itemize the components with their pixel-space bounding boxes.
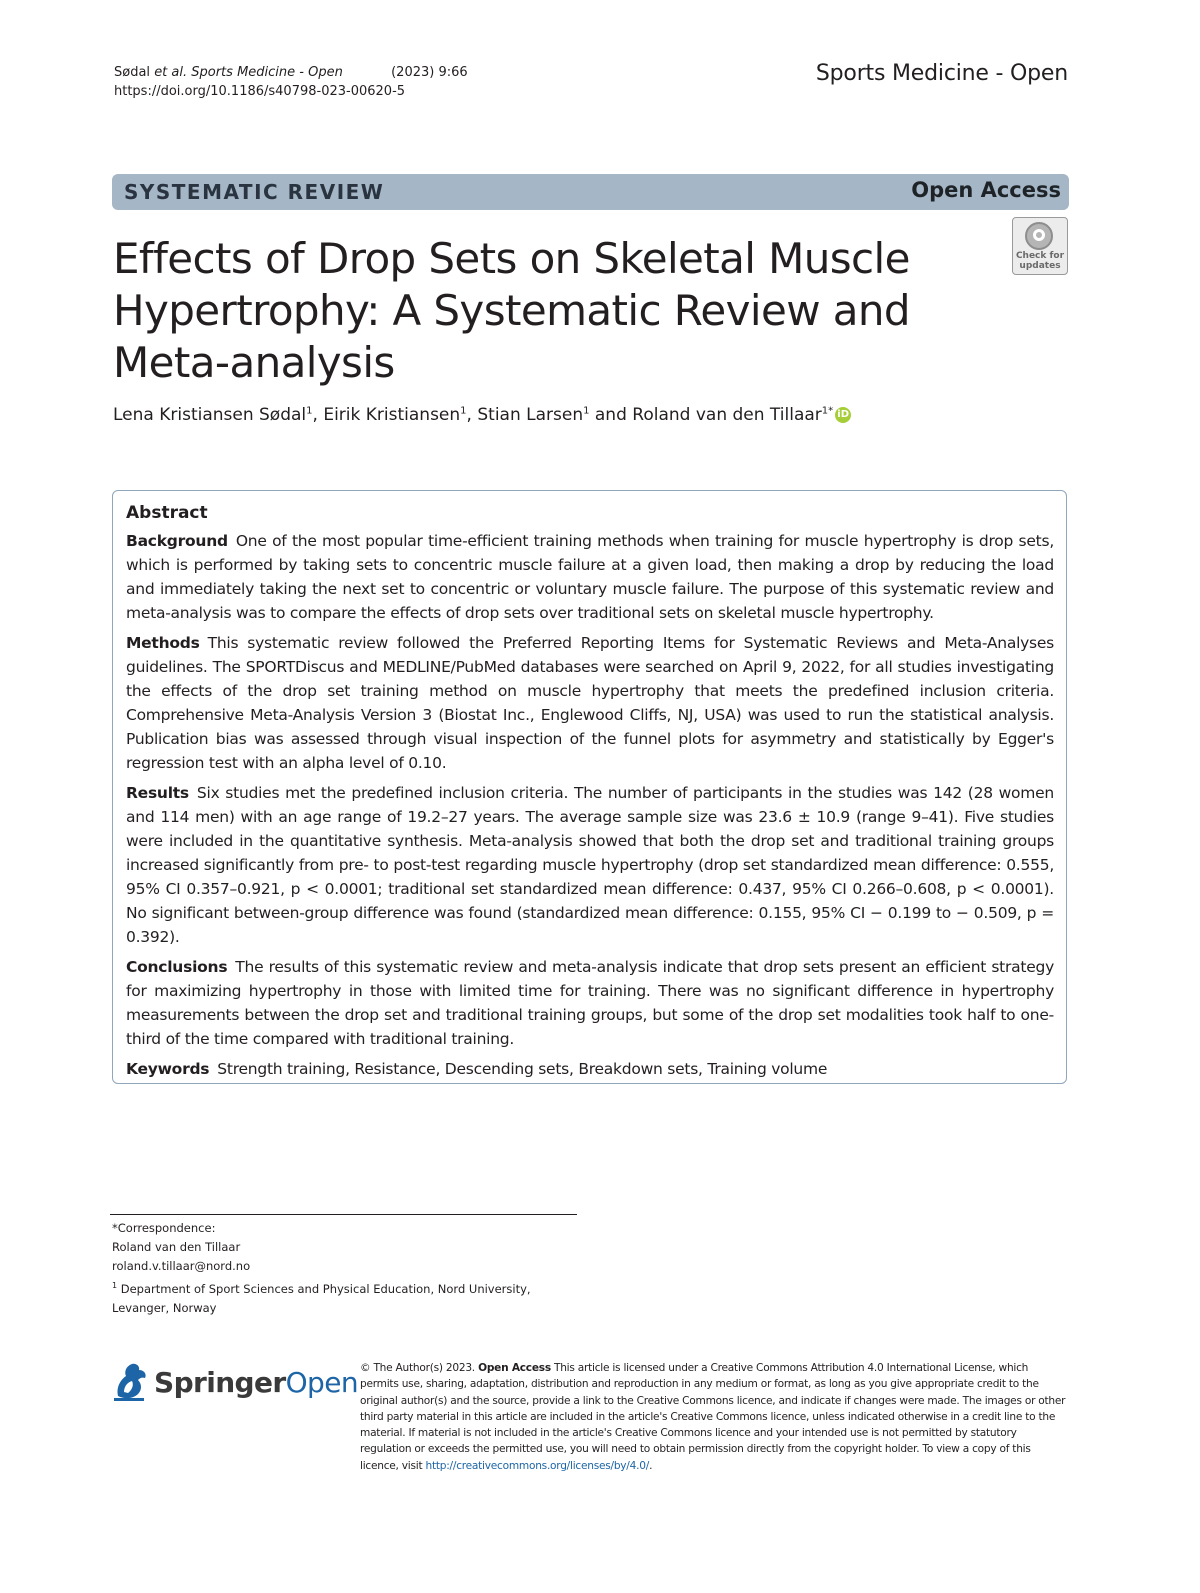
author-separator: , [466, 405, 478, 425]
abstract-section-label: Results [126, 784, 189, 802]
author-separator: , [312, 405, 324, 425]
citation-journal: et al. Sports Medicine - Open [154, 65, 343, 80]
abstract-section-keywords [126, 1057, 1054, 1081]
footnote-rule [110, 1214, 577, 1215]
open-access-label: Open Access [911, 178, 1061, 202]
licence-link[interactable]: http://creativecommons.org/licenses/by/4.0/ [425, 1459, 650, 1472]
abstract-box [112, 490, 1067, 1084]
abstract-section-label: Background [126, 532, 228, 550]
author-name: Lena Kristiansen Sødal [113, 405, 307, 425]
abstract-heading: Abstract [126, 503, 208, 523]
author-separator: and [589, 405, 633, 425]
correspondence-footnote [112, 1219, 531, 1318]
citation-line [114, 63, 468, 82]
author-name: Roland van den Tillaar [632, 405, 822, 425]
licence-notice: © The Author(s) 2023. Open Access This article is licensed under a Creative Commons Attribution 4.0 International License, which permits use, sharing, adaptation, distribution and reproduction in any medium or format, as long as you give appropriate credit to the original author(s) and the source, provide a link to the Creative Commons licence, and indicate if changes were made. The images or other third party material in this article are included in the article's Creative Commons licence, unless indicated otherwise in a credit line to the material. If material is not included in the article's Creative Commons licence and your intended use is not permitted by statutory regulation or exceeds the permitted use, you will need to obtain permission directly from the copyright holder. To view a copy of this licence, visit http://creativecommons.org/licenses/by/4.0/. [360, 1362, 1066, 1472]
affiliation: $^1$ Department of Sport Sciences and Physical Education, Nord University, [112, 1281, 531, 1296]
abstract-section-text: Six studies met the predefined inclusion criteria. The number of participants in the studies was 142 (28 women and 114 men) with an age range of 19.2–27 years. The average sample size was 23.6 ± 10.9 (range 9–41). Five studies were included in the quantitative synthesis. Meta-analysis showed that both the drop set and traditional training groups increased significantly from pre- to post-test regarding muscle hypertrophy (drop set standardized mean difference: 0.555, 95% CI 0.357–0.921, p < 0.0001; traditional set standardized mean difference: 0.437, 95% CI 0.266–0.608, p < 0.0001). No significant between-group difference was found (standardized mean difference: 0.155, 95% CI − 0.199 to − 0.509, p = 0.392). [126, 784, 1054, 946]
abstract-section-label: Methods [126, 634, 200, 652]
abstract-section-results [126, 781, 1054, 949]
correspondence-email[interactable]: roland.v.tillaar@nord.no [112, 1259, 251, 1273]
abstract-section-label: Conclusions [126, 958, 228, 976]
article-title: Effects of Drop Sets on Skeletal Muscle Hypertrophy: A Systematic Review and Meta-analysis [113, 234, 910, 387]
correspondence-label: *Correspondence: [112, 1221, 216, 1235]
abstract-section-conclusions [126, 955, 1054, 1051]
citation-authors: Sødal [114, 65, 151, 80]
doi-link[interactable]: https://doi.org/10.1186/s40798-023-00620-5 [114, 84, 406, 99]
springer-open-logo [112, 1360, 358, 1404]
author-affiliation-marker: 1 [583, 405, 590, 417]
author-affiliation-marker: 1 [460, 405, 467, 417]
affiliation-location: Levanger, Norway [112, 1300, 217, 1315]
author-affiliation-marker: 1 [306, 405, 313, 417]
abstract-section-text: The results of this systematic review and meta-analysis indicate that drop sets present an efficient strategy for maximizing hypertrophy in those with limited time for training. There was no significant difference in hypertrophy measurements between the drop set and traditional training groups, but some of the drop set modalities took half to one-third of the time compared with traditional training. [126, 958, 1054, 1048]
journal-name: Sports Medicine - Open [815, 61, 1068, 86]
article-type-banner [112, 174, 1069, 210]
springer-horse-icon [112, 1360, 152, 1404]
abstract-section-text: One of the most popular time-efficient training methods when training for muscle hypertrophy is drop sets, which is performed by taking sets to concentric muscle failure at a given load, then making a drop by reducing the load and immediately taking the next set to concentric or voluntary muscle failure. The purpose of this systematic review and meta-analysis was to compare the effects of drop sets over traditional sets on skeletal muscle hypertrophy. [126, 532, 1054, 622]
author-list [113, 405, 851, 425]
author-name: Eirik Kristiansen [323, 405, 461, 425]
abstract-section-text: This systematic review followed the Preferred Reporting Items for Systematic Reviews and Meta-Analyses guidelines. The SPORTDiscus and MEDLINE/PubMed databases were searched on April 9, 2022, for all studies investigating the effects of the drop set training method on muscle hypertrophy that meets the predefined inclusion criteria. Comprehensive Meta-Analysis Version 3 (Biostat Inc., Englewood Cliffs, NJ, USA) was used to run the statistical analysis. Publication bias was assessed through visual inspection of the funnel plots for asymmetry and statistically by Egger's regression test with an alpha level of 0.10. [126, 634, 1054, 772]
author-affiliation-marker: 1* [821, 405, 834, 417]
citation-volume: (2023) 9:66 [391, 65, 468, 80]
author-name: Stian Larsen [477, 405, 584, 425]
citation-block [114, 63, 468, 101]
abstract-section-methods [126, 631, 1054, 775]
check-updates-icon [1025, 222, 1053, 250]
article-type: SYSTEMATIC REVIEW [124, 180, 385, 204]
orcid-icon[interactable]: iD [835, 407, 851, 423]
check-updates-label: Check for updates [1015, 251, 1065, 271]
abstract-section-background [126, 529, 1054, 625]
springer-open-wordmark: SpringerOpen [154, 1366, 358, 1399]
correspondence-name: Roland van den Tillaar [112, 1240, 241, 1254]
abstract-section-label: Keywords [126, 1060, 210, 1078]
abstract-section-text: Strength training, Resistance, Descending sets, Breakdown sets, Training volume [217, 1060, 828, 1078]
check-for-updates-badge[interactable] [1012, 217, 1068, 275]
